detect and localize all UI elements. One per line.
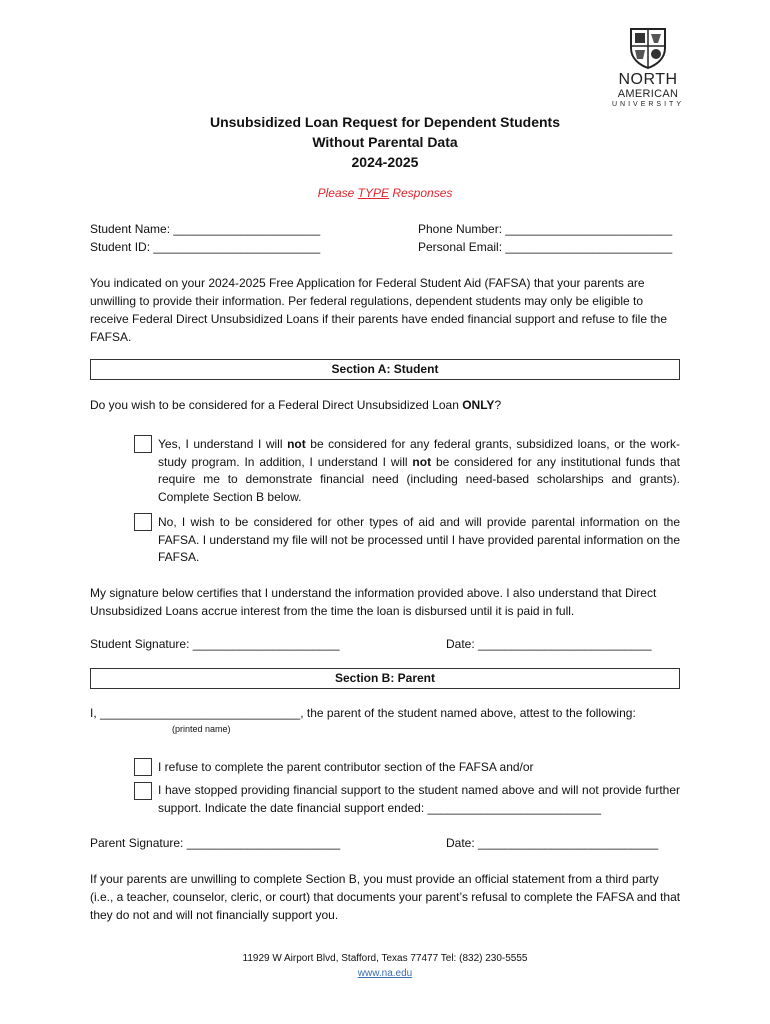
stopped-support-checkbox[interactable] bbox=[134, 782, 152, 800]
stopped-support-text: I have stopped providing financial support to the student named above and will not provide further support. Indicate the date financial support ended: __________________________ bbox=[158, 783, 680, 815]
footer-website bbox=[0, 966, 770, 981]
student-signature-field[interactable]: Student Signature: ______________________ bbox=[90, 637, 340, 651]
student-id-field[interactable]: Student ID: _________________________ bbox=[90, 240, 321, 254]
logo-text-north: NORTH bbox=[618, 71, 678, 88]
student-name-field[interactable]: Student Name: ______________________ bbox=[90, 222, 321, 236]
loan-question: Do you wish to be considered for a Federal Direct Unsubsidized Loan ONLY? bbox=[90, 398, 502, 412]
parent-signature-field[interactable]: Parent Signature: _______________________ bbox=[90, 836, 341, 850]
refuse-fafsa-checkbox[interactable] bbox=[134, 758, 152, 776]
personal-email-field[interactable]: Personal Email: _________________________ bbox=[418, 240, 673, 254]
printed-name-caption: (printed name) bbox=[172, 724, 231, 734]
footer-address: 11929 W Airport Blvd, Stafford, Texas 77477 Tel: (832) 230-5555 bbox=[242, 953, 528, 964]
refuse-option-text: I refuse to complete the parent contributor section of the FAFSA and/or bbox=[158, 760, 534, 774]
parent-date-field[interactable]: Date: ___________________________ bbox=[446, 836, 659, 850]
no-option-text: No, I wish to be considered for other types of aid and will provide parental information on the FAFSA. I understand my file will not be processed until I have provided parental information on the FAFSA. bbox=[158, 515, 680, 564]
yes-unsubsidized-checkbox[interactable] bbox=[134, 435, 152, 453]
intro-paragraph: You indicated on your 2024-2025 Free Application for Federal Student Aid (FAFSA) that your parents are unwilling to provide their information. Per federal regulations, dependent students may only be eligible to receive Federal Direct Unsubsidized Loans if their parents have ended financial support and refuse to file the FAFSA. bbox=[90, 276, 668, 344]
section-a-header: Section A: Student bbox=[90, 359, 680, 380]
title-line-3: 2024-2025 bbox=[351, 154, 419, 170]
document-title bbox=[0, 112, 770, 172]
parent-attest-line[interactable]: I, ______________________________, the parent of the student named above, attest to the following: bbox=[90, 706, 636, 720]
type-responses-note: Please TYPE Responses bbox=[317, 186, 453, 200]
university-logo bbox=[610, 26, 686, 109]
student-date-field[interactable]: Date: __________________________ bbox=[446, 637, 652, 651]
crest-icon bbox=[628, 26, 668, 70]
no-other-aid-checkbox[interactable] bbox=[134, 513, 152, 531]
third-party-paragraph: If your parents are unwilling to complete Section B, you must provide an official statement from a third party (i.e., a teacher, counselor, cleric, or court) that documents your parent’s refusal to complete the FAFSA and that they do not and will not financially support you. bbox=[90, 872, 681, 922]
title-line-1: Unsubsidized Loan Request for Dependent Students bbox=[209, 114, 561, 130]
logo-text-university: UNIVERSITY bbox=[611, 101, 684, 108]
logo-text-american: AMERICAN bbox=[617, 88, 679, 100]
yes-option-text: Yes, I understand I will not be considered for any federal grants, subsidized loans, or the work-study program. In addition, I understand I will not be considered for any institutional funds that require me to demonstrate financial need (including need-based scholarships and grants). Complete Section B below. bbox=[158, 437, 680, 504]
title-line-2: Without Parental Data bbox=[312, 134, 458, 150]
phone-number-field[interactable]: Phone Number: _________________________ bbox=[418, 222, 673, 236]
website-link[interactable]: www.na.edu bbox=[357, 968, 413, 979]
certification-paragraph: My signature below certifies that I understand the information provided above. I also understand that Direct Unsubsidized Loans accrue interest from the time the loan is disbursed until it is paid in full. bbox=[90, 586, 657, 618]
section-b-header: Section B: Parent bbox=[90, 668, 680, 689]
